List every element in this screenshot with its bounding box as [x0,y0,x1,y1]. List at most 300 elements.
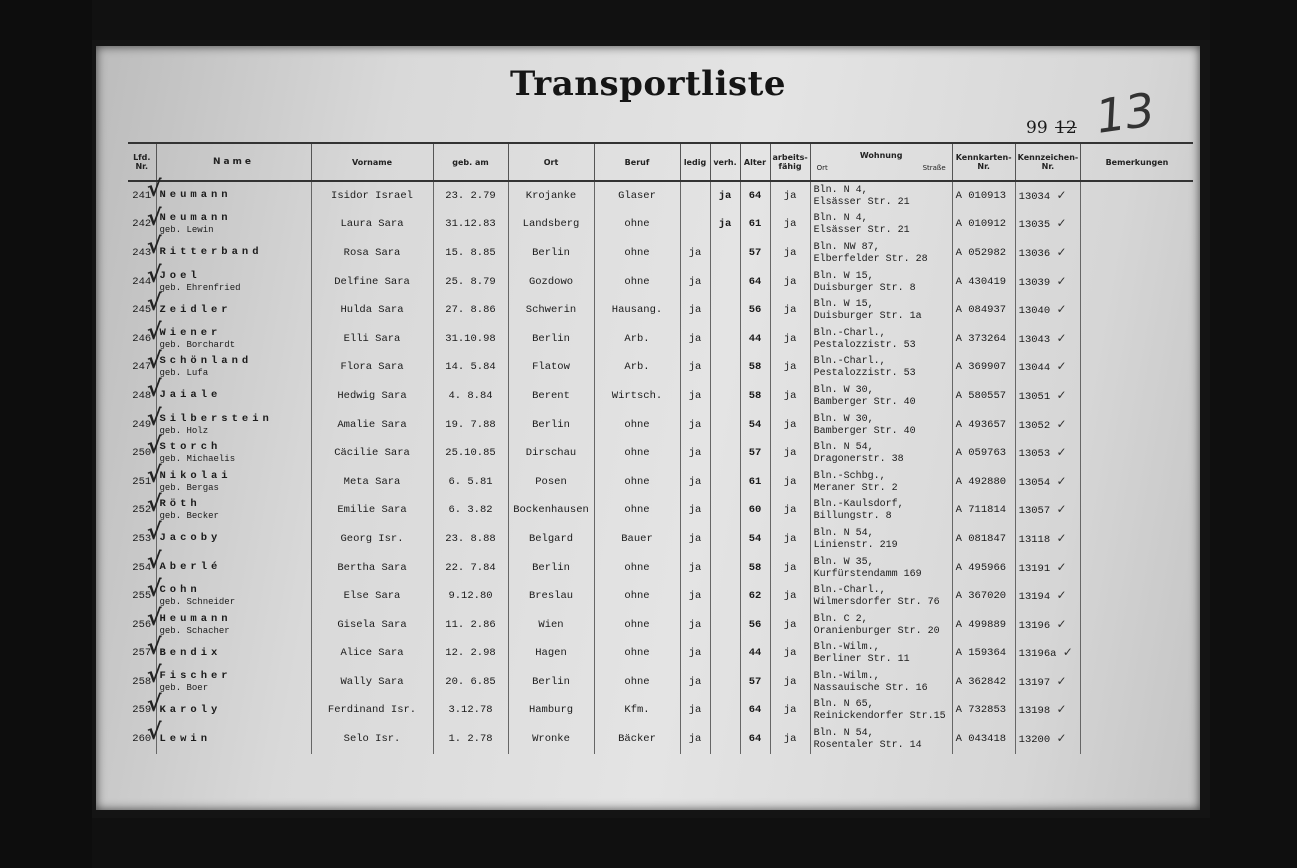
surname: Lewin [159,732,212,745]
arbeitsfaehig-cell: ja [770,268,810,297]
wohnung-strasse: Kurfürstendamm 169 [813,568,922,580]
surname: Ritterband [159,246,263,259]
row-number: 244 [132,275,152,288]
col-kennzeichen-nr: Kennzeichen-Nr. [1015,143,1081,181]
wohnung-cell [810,640,952,669]
beruf-cell: ohne [594,497,680,526]
alter-cell: 57 [740,439,770,468]
ledig-cell: ja [680,725,710,754]
kennkarten-cell: A 059763 [952,439,1015,468]
ledig-cell: ja [680,325,710,354]
surname: Aberlé [159,561,222,574]
birth-name: geb. Ehrenfried [159,282,241,293]
geb-am-cell: 4. 8.84 [433,382,508,411]
beruf-cell: Bauer [594,525,680,554]
table-row [128,325,1193,354]
surname: Zeidler [159,303,232,316]
arbeitsfaehig-cell: ja [770,582,810,611]
row-number: 241 [132,189,152,202]
kennkarten-cell: A 052982 [952,239,1015,268]
wohnung-strasse: Reinickendorfer Str.15 [813,711,946,723]
surname: Jaiale [159,389,222,402]
checkmark-icon: √ [146,462,162,488]
verh-cell [710,497,740,526]
birth-name: geb. Lufa [159,368,209,379]
ort-cell: Breslau [508,582,594,611]
vorname-cell: Georg Isr. [311,525,433,554]
ledig-cell [680,181,710,211]
geb-am-cell: 11. 2.86 [433,611,508,640]
checkmark-icon: √ [146,520,162,546]
beruf-cell: ohne [594,268,680,297]
verh-cell [710,554,740,583]
ort-cell: Berlin [508,554,594,583]
kennkarten-cell: A 081847 [952,525,1015,554]
checkmark-icon: √ [146,720,162,746]
tick-mark-icon: ✓ [1056,216,1067,231]
arbeitsfaehig-cell: ja [770,439,810,468]
name-cell [156,211,311,240]
ort-cell: Berent [508,382,594,411]
geb-am-cell: 6. 3.82 [433,497,508,526]
kennkarten-cell: A 711814 [952,497,1015,526]
ledig-cell: ja [680,497,710,526]
name-cell [156,468,311,497]
name-cell [156,181,311,211]
verh-cell [710,268,740,297]
geb-am-cell: 1. 2.78 [433,725,508,754]
ort-cell: Krojanke [508,181,594,211]
geb-am-cell: 14. 5.84 [433,354,508,383]
wohnung-cell [810,468,952,497]
col-wohnung-sub [813,164,950,173]
col-ledig: ledig [680,143,710,181]
verh-cell [710,668,740,697]
surname: Karoly [159,703,222,716]
row-number: 251 [132,475,152,488]
col-wohnung-strasse: Straße [922,164,946,172]
wohnung-strasse: Elsässer Str. 21 [813,225,910,237]
row-number: 254 [132,561,152,574]
verh-cell [710,611,740,640]
kennzeichen-nr: 13196 [1018,619,1051,632]
beruf-cell: Wirtsch. [594,382,680,411]
birth-name: geb. Schneider [159,597,236,608]
vorname-cell: Gisela Sara [311,611,433,640]
table-row [128,211,1193,240]
alter-cell: 60 [740,497,770,526]
verh-cell [710,725,740,754]
alter-cell: 58 [740,382,770,411]
col-kennkarten-nr: Kennkarten-Nr. [952,143,1015,181]
wohnung-strasse: Duisburger Str. 8 [813,282,916,294]
wohnung-strasse: Elsässer Str. 21 [813,196,910,208]
beruf-cell: ohne [594,582,680,611]
beruf-cell: Arb. [594,325,680,354]
surname: Silberstein [159,412,273,425]
kennzeichen-cell [1015,525,1081,554]
table-row [128,668,1193,697]
row-number: 245 [132,304,152,317]
kennkarten-cell: A 369907 [952,354,1015,383]
alter-cell: 56 [740,296,770,325]
birth-name: geb. Becker [159,511,219,522]
beruf-cell: ohne [594,239,680,268]
col-name: Name [156,143,311,181]
table-row [128,382,1193,411]
geb-am-cell: 22. 7.84 [433,554,508,583]
row-number: 260 [132,733,152,746]
beruf-cell: ohne [594,554,680,583]
kennzeichen-nr: 13118 [1018,533,1051,546]
ledig-cell: ja [680,468,710,497]
kennzeichen-nr: 13052 [1018,419,1051,432]
beruf-cell: ohne [594,668,680,697]
wohnung-strasse: Rosentaler Str. 14 [813,740,922,752]
kennkarten-cell: A 367020 [952,582,1015,611]
film-border-right [1210,0,1297,868]
alter-cell: 54 [740,411,770,440]
ledig-cell: ja [680,439,710,468]
alter-cell: 61 [740,211,770,240]
kennzeichen-nr: 13191 [1018,562,1051,575]
verh-cell [710,354,740,383]
alter-cell: 58 [740,354,770,383]
film-border-bottom [0,818,1297,868]
bemerkungen-cell [1081,668,1193,697]
row-number-cell [128,720,162,754]
wohnung-ort: Bln. N 54, [813,442,874,454]
ort-cell: Gozdowo [508,268,594,297]
table-row [128,181,1193,211]
table-row [128,525,1193,554]
kennzeichen-nr: 13034 [1018,190,1051,203]
alter-cell: 64 [740,268,770,297]
kennkarten-cell: A 492880 [952,468,1015,497]
checkmark-icon: √ [146,577,162,603]
arbeitsfaehig-cell: ja [770,211,810,240]
vorname-cell: Delfine Sara [311,268,433,297]
ort-cell: Berlin [508,239,594,268]
kennzeichen-cell [1015,668,1081,697]
row-number: 246 [132,332,152,345]
surname: Neumann [159,212,232,225]
geb-am-cell: 20. 6.85 [433,668,508,697]
checkmark-icon: √ [146,605,162,631]
kennzeichen-cell [1015,697,1081,726]
page-number-struck: 12 [1055,118,1077,138]
kennkarten-cell: A 084937 [952,296,1015,325]
checkmark-icon: √ [146,663,162,689]
arbeitsfaehig-cell: ja [770,239,810,268]
page-number-handwritten: 13 [1092,82,1159,144]
ort-cell: Dirschau [508,439,594,468]
birth-name: geb. Schacher [159,625,230,636]
surname: Joel [159,269,201,282]
ledig-cell: ja [680,354,710,383]
ort-cell: Flatow [508,354,594,383]
table-row [128,725,1193,754]
vorname-cell: Emilie Sara [311,497,433,526]
tick-mark-icon: ✓ [1056,731,1067,746]
ledig-cell: ja [680,268,710,297]
col-wohnung-label: Wohnung [859,151,903,160]
kennkarten-cell: A 580557 [952,382,1015,411]
row-number: 258 [132,675,152,688]
ledig-cell: ja [680,296,710,325]
ort-cell: Landsberg [508,211,594,240]
beruf-cell: ohne [594,640,680,669]
kennzeichen-nr: 13196a [1018,648,1057,661]
vorname-cell: Elli Sara [311,325,433,354]
alter-cell: 57 [740,668,770,697]
bemerkungen-cell [1081,181,1193,211]
name-cell [156,497,311,526]
wohnung-ort: Bln. W 15, [813,270,874,282]
wohnung-ort: Bln. W 15, [813,299,874,311]
wohnung-ort: Bln. C 2, [813,613,868,625]
bemerkungen-cell [1081,354,1193,383]
checkmark-icon: √ [146,319,162,345]
arbeitsfaehig-cell: ja [770,296,810,325]
ort-cell: Posen [508,468,594,497]
arbeitsfaehig-cell: ja [770,668,810,697]
beruf-cell: ohne [594,211,680,240]
alter-cell: 64 [740,697,770,726]
wohnung-ort: Bln.-Wilm., [813,642,880,654]
beruf-cell: Hausang. [594,296,680,325]
wohnung-ort: Bln. NW 87, [813,241,880,253]
geb-am-cell: 31.10.98 [433,325,508,354]
kennzeichen-cell [1015,239,1081,268]
checkmark-icon: √ [146,262,162,288]
kennkarten-cell: A 493657 [952,411,1015,440]
arbeitsfaehig-cell: ja [770,725,810,754]
kennzeichen-nr: 13197 [1018,676,1051,689]
bemerkungen-cell [1081,268,1193,297]
ledig-cell: ja [680,525,710,554]
checkmark-icon: √ [146,548,162,574]
birth-name: geb. Bergas [159,482,219,493]
table-row [128,611,1193,640]
name-cell [156,640,311,669]
surname: Röth [159,498,201,511]
geb-am-cell: 15. 8.85 [433,239,508,268]
vorname-cell: Else Sara [311,582,433,611]
wohnung-ort: Bln. N 54, [813,527,874,539]
surname: Neumann [159,189,232,202]
kennzeichen-nr: 13043 [1018,333,1051,346]
birth-name: geb. Michaelis [159,454,236,465]
geb-am-cell: 31.12.83 [433,211,508,240]
checkmark-icon: √ [146,291,162,317]
wohnung-cell [810,211,952,240]
kennzeichen-nr: 13051 [1018,390,1051,403]
table-row [128,439,1193,468]
name-cell [156,525,311,554]
table-body [128,177,1193,754]
col-wohnung-ort: Ort [816,164,828,172]
tick-mark-icon: ✓ [1056,445,1067,460]
bemerkungen-cell [1081,697,1193,726]
ledig-cell: ja [680,554,710,583]
alter-cell: 56 [740,611,770,640]
kennzeichen-cell [1015,181,1081,211]
kennzeichen-cell [1015,640,1081,669]
wohnung-ort: Bln.-Wilm., [813,670,880,682]
tick-mark-icon: ✓ [1056,416,1067,431]
kennzeichen-cell [1015,497,1081,526]
wohnung-strasse: Elberfelder Str. 28 [813,253,928,265]
kennzeichen-nr: 13039 [1018,276,1051,289]
geb-am-cell: 25.10.85 [433,439,508,468]
wohnung-cell [810,382,952,411]
arbeitsfaehig-cell: ja [770,497,810,526]
ort-cell: Schwerin [508,296,594,325]
name-cell [156,611,311,640]
vorname-cell: Meta Sara [311,468,433,497]
table-row [128,640,1193,669]
birth-name: geb. Borchardt [159,339,236,350]
tick-mark-icon: ✓ [1056,187,1067,202]
table-row [128,354,1193,383]
surname: Fischer [159,669,232,682]
checkmark-icon: √ [146,491,162,517]
wohnung-cell [810,439,952,468]
kennzeichen-nr: 13054 [1018,476,1051,489]
verh-cell [710,296,740,325]
wohnung-strasse: Dragonerstr. 38 [813,454,904,466]
kennzeichen-cell [1015,725,1081,754]
name-cell [156,268,311,297]
ort-cell: Wien [508,611,594,640]
tick-mark-icon: ✓ [1056,588,1067,603]
kennzeichen-nr: 13198 [1018,705,1051,718]
beruf-cell: ohne [594,439,680,468]
alter-cell: 64 [740,181,770,211]
alter-cell: 62 [740,582,770,611]
vorname-cell: Cäcilie Sara [311,439,433,468]
tick-mark-icon: ✓ [1056,330,1067,345]
wohnung-strasse: Bamberger Str. 40 [813,425,916,437]
verh-cell [710,325,740,354]
col-alter: Alter [740,143,770,181]
arbeitsfaehig-cell: ja [770,640,810,669]
wohnung-ort: Bln.-Kaulsdorf, [813,499,904,511]
wohnung-cell [810,697,952,726]
kennzeichen-nr: 13057 [1018,505,1051,518]
geb-am-cell: 23. 2.79 [433,181,508,211]
tick-mark-icon: ✓ [1056,473,1067,488]
name-cell [156,725,311,754]
verh-cell [710,468,740,497]
kennkarten-cell: A 159364 [952,640,1015,669]
wohnung-cell [810,354,952,383]
row-number: 247 [132,361,152,374]
name-cell [156,554,311,583]
vorname-cell: Isidor Israel [311,181,433,211]
tick-mark-icon: ✓ [1062,645,1073,660]
wohnung-strasse: Linienstr. 219 [813,539,898,551]
ledig-cell: ja [680,697,710,726]
ort-cell: Berlin [508,411,594,440]
ledig-cell: ja [680,382,710,411]
row-number: 243 [132,246,152,259]
checkmark-icon: √ [146,377,162,403]
checkmark-icon: √ [146,691,162,717]
wohnung-ort: Bln.-Charl., [813,585,886,597]
birth-name: geb. Boer [159,682,209,693]
kennzeichen-cell [1015,439,1081,468]
alter-cell: 54 [740,525,770,554]
checkmark-icon: √ [146,205,162,231]
wohnung-strasse: Bamberger Str. 40 [813,396,916,408]
arbeitsfaehig-cell: ja [770,525,810,554]
wohnung-strasse: Wilmersdorfer Str. 76 [813,597,940,609]
arbeitsfaehig-cell: ja [770,382,810,411]
kennzeichen-nr: 13036 [1018,247,1051,260]
verh-cell [710,525,740,554]
name-cell [156,354,311,383]
ledig-cell: ja [680,411,710,440]
verh-cell [710,439,740,468]
vorname-cell: Ferdinand Isr. [311,697,433,726]
kennzeichen-nr: 13040 [1018,305,1051,318]
geb-am-cell: 6. 5.81 [433,468,508,497]
vorname-cell: Alice Sara [311,640,433,669]
bemerkungen-cell [1081,439,1193,468]
arbeitsfaehig-cell: ja [770,181,810,211]
kennzeichen-cell [1015,582,1081,611]
checkmark-icon: √ [146,348,162,374]
transport-table [128,142,1193,754]
checkmark-icon: √ [146,434,162,460]
kennzeichen-cell [1015,554,1081,583]
kennkarten-cell: A 010913 [952,181,1015,211]
table-row [128,411,1193,440]
alter-cell: 57 [740,239,770,268]
verh-cell [710,239,740,268]
geb-am-cell: 19. 7.88 [433,411,508,440]
bemerkungen-cell [1081,640,1193,669]
kennzeichen-nr: 13200 [1018,734,1051,747]
name-cell [156,325,311,354]
bemerkungen-cell [1081,554,1193,583]
wohnung-ort: Bln. N 54, [813,728,874,740]
kennkarten-cell: A 499889 [952,611,1015,640]
kennkarten-cell: A 362842 [952,668,1015,697]
arbeitsfaehig-cell: ja [770,411,810,440]
wohnung-ort: Bln.-Schbg., [813,470,886,482]
vorname-cell: Hedwig Sara [311,382,433,411]
wohnung-strasse: Pestalozzistr. 53 [813,339,916,351]
table-row [128,697,1193,726]
row-number: 248 [132,389,152,402]
verh-cell: ja [710,211,740,240]
arbeitsfaehig-cell: ja [770,325,810,354]
bemerkungen-cell [1081,296,1193,325]
wohnung-ort: Bln. W 30, [813,413,874,425]
bemerkungen-cell [1081,239,1193,268]
ledig-cell: ja [680,582,710,611]
row-number: 256 [132,618,152,631]
name-cell [156,411,311,440]
wohnung-cell [810,582,952,611]
verh-cell [710,582,740,611]
surname: Jacoby [159,532,222,545]
name-cell [156,697,311,726]
arbeitsfaehig-cell: ja [770,354,810,383]
